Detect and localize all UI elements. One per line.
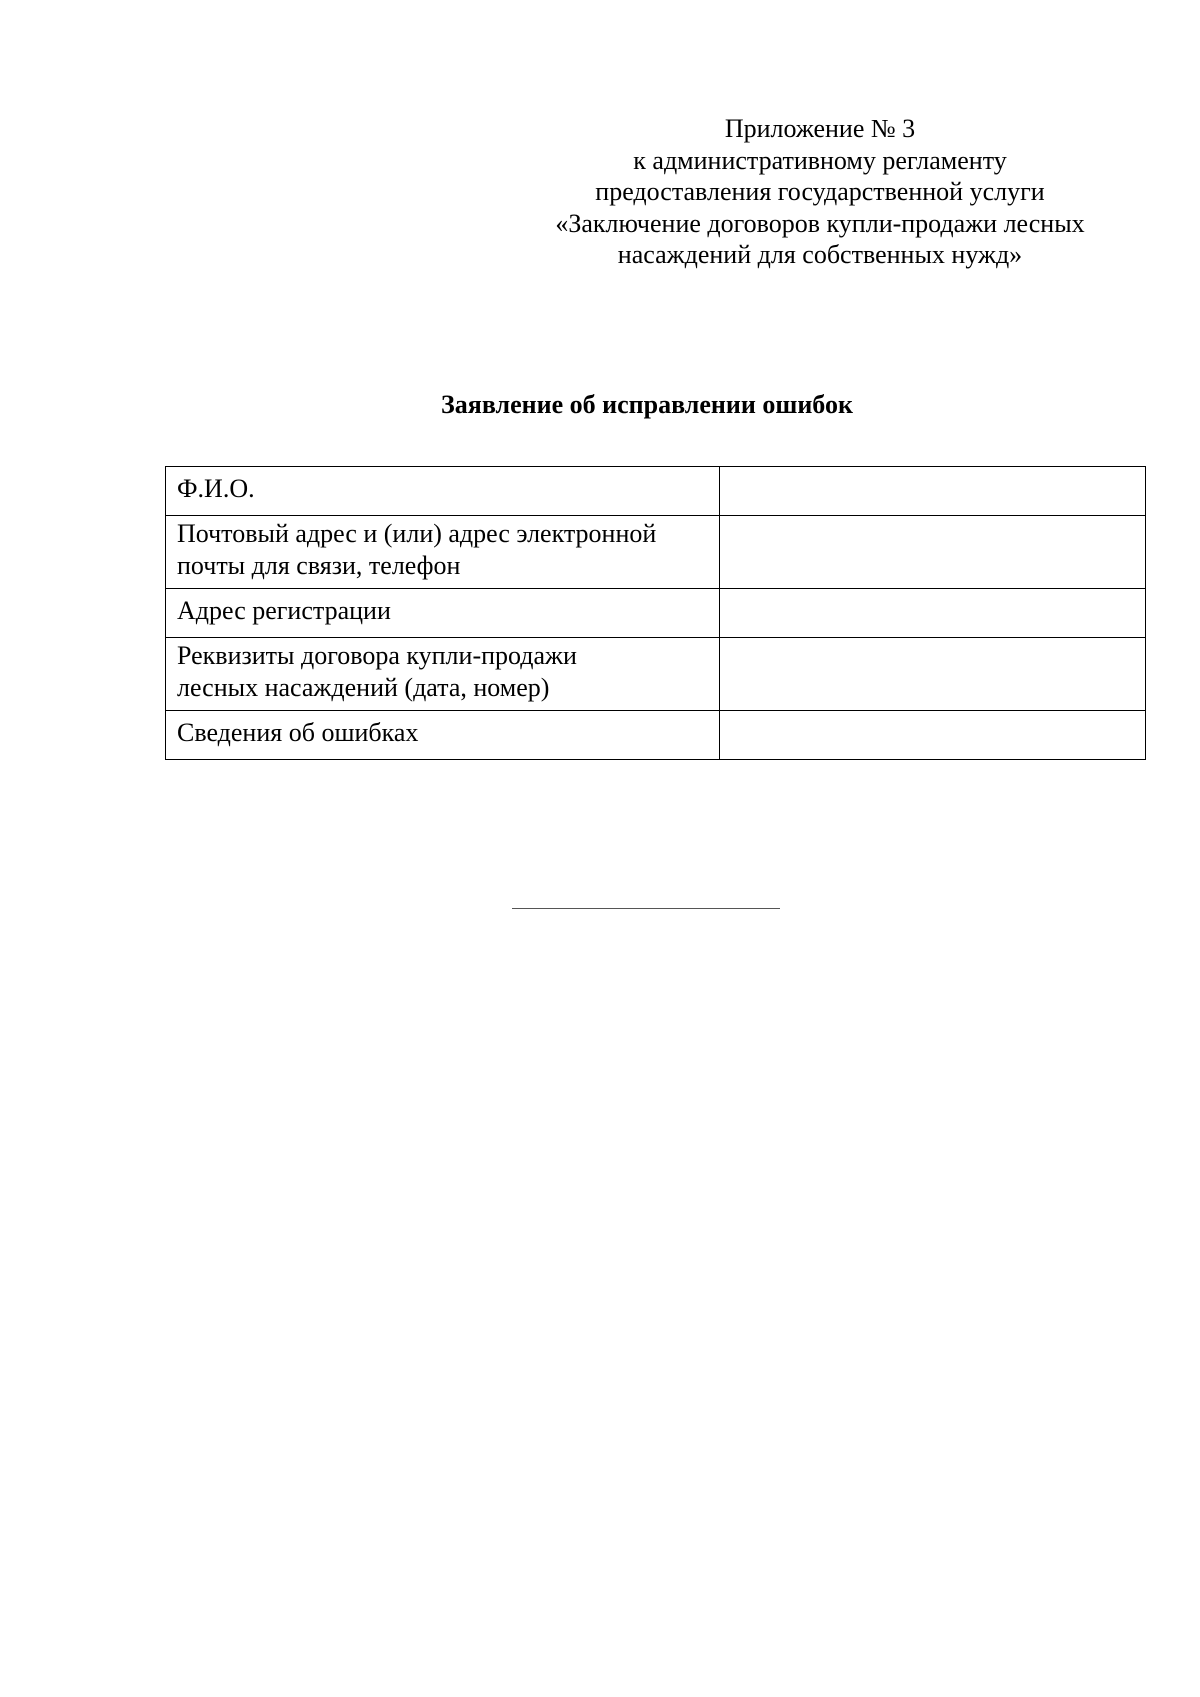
field-label-contact <box>166 516 720 589</box>
appendix-line: к административному регламенту <box>633 145 1007 175</box>
signature-line <box>512 908 780 909</box>
label-line: Ф.И.О. <box>177 474 255 503</box>
table-row <box>166 711 1146 760</box>
appendix-line: предоставления государственной услуги <box>595 177 1045 206</box>
appendix-line: «Заключение договоров купли-продажи лесных <box>555 208 1085 238</box>
appendix-header <box>520 113 1120 271</box>
table-row <box>166 638 1146 711</box>
appendix-line: Приложение № 3 <box>724 114 916 143</box>
field-label-contract-details <box>166 638 720 711</box>
field-value-contact[interactable] <box>720 516 1146 589</box>
field-value-error-details[interactable] <box>720 711 1146 760</box>
label-line: Адрес регистрации <box>177 596 391 625</box>
field-value-full-name[interactable] <box>720 467 1146 516</box>
table-row <box>166 589 1146 638</box>
field-label-full-name <box>166 467 720 516</box>
label-line: Почтовый адрес и (или) адрес электронной <box>177 519 657 548</box>
appendix-line: насаждений для собственных нужд» <box>617 240 1023 269</box>
field-value-registration-address[interactable] <box>720 589 1146 638</box>
label-line: лесных насаждений (дата, номер) <box>177 673 550 702</box>
application-form-table <box>165 466 1146 760</box>
label-line: Реквизиты договора купли-продажи <box>177 641 577 670</box>
table-row <box>166 516 1146 589</box>
document-title: Заявление об исправлении ошибок <box>441 390 853 419</box>
table-row <box>166 467 1146 516</box>
label-line: почты для связи, телефон <box>177 551 461 580</box>
label-line: Сведения об ошибках <box>177 718 419 747</box>
field-value-contract-details[interactable] <box>720 638 1146 711</box>
field-label-error-details <box>166 711 720 760</box>
field-label-registration-address <box>166 589 720 638</box>
